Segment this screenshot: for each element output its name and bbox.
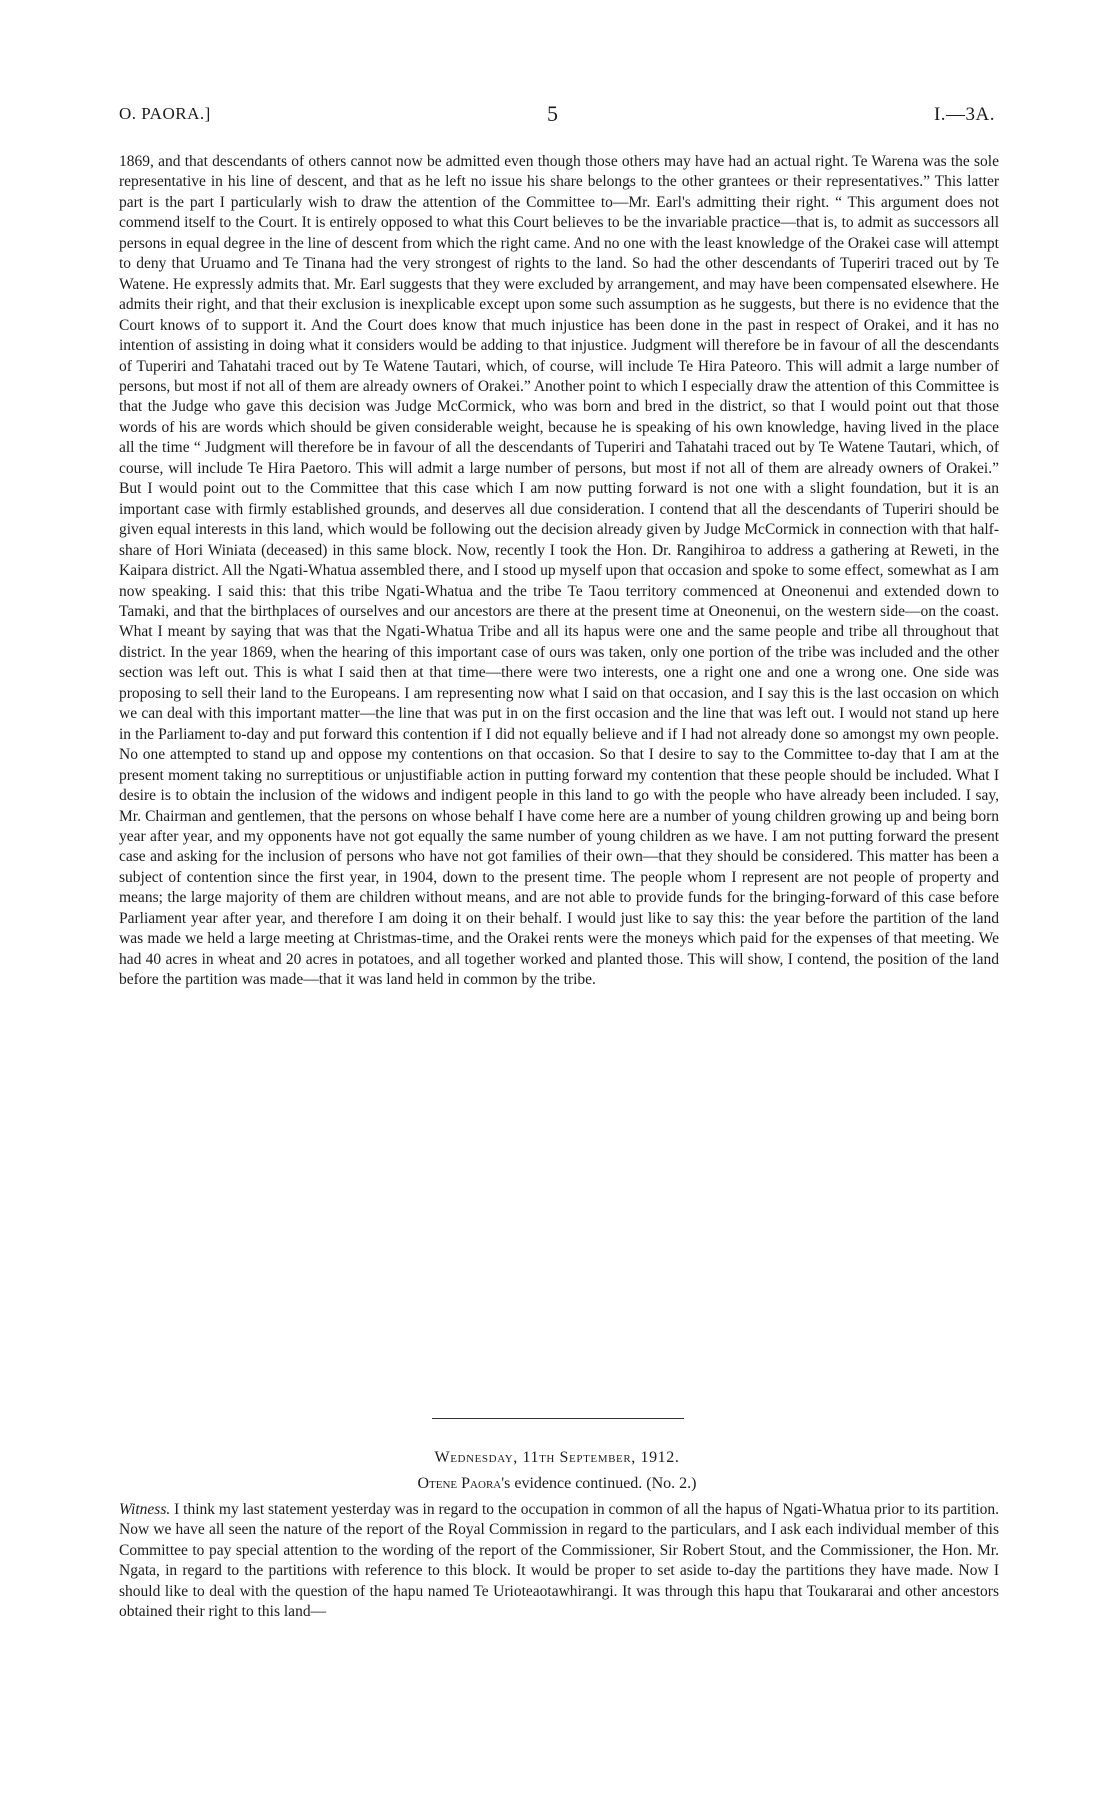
section-divider	[432, 1418, 684, 1419]
running-head-left: O. PAORA.]	[119, 104, 211, 123]
page-number: 5	[547, 101, 559, 126]
subheading-text: 's evidence continued. (No. 2.)	[501, 1475, 697, 1492]
witness-name: Otene Paora	[417, 1475, 502, 1492]
witness-label: Witness.	[119, 1501, 171, 1518]
evidence-subheading	[0, 1475, 1114, 1493]
witness-statement: I think my last statement yesterday was in regard to the occupation in common of all the hapus of Ngati-Whatua prior to its partition. Now we have all seen the nature of the report of the Royal Commission in regard to the particulars, and I ask each individual member of this Committee to pay special attention to the wording of the report of the Commissioner, Sir Robert Stout, and the Commissioner, the Hon. Mr. Ngata, in regard to the partitions with reference to this block. It would be proper to set aside to-day the partitions they have made. Now I should like to deal with the question of the hapu named Te Urioteaotawhirangi. It was through this hapu that Toukararai and other ancestors obtained their right to this land—	[119, 1501, 999, 1621]
body-paragraph-1: 1869, and that descendants of others cannot now be admitted even though those others may have had an actual right. Te Warena was the sole representative in his line of descent, and that as he left no issue his share belongs to the other grantees or their representatives.” This latter part is the part I particularly wish to draw the attention of the Committee to—Mr. Earl's admitting their right. “ This argument does not commend itself to the Court. It is entirely opposed to what this Court believes to be the invariable practice—that is, to admit as successors all persons in equal degree in the line of descent from which the right came. And no one with the least knowledge of the Orakei case will attempt to deny that Uruamo and Te Tinana had the very strongest of rights to the land. So had the other descendants of Tuperiri traced out by Te Watene. He expressly admits that. Mr. Earl suggests that they were excluded by arrangement, and may have been compensated elsewhere. He admits their right, and that their exclusion is inexplicable except upon some such assumption as he suggests, but there is no evidence that the Court knows of to support it. And the Court does know that much injustice has been done in the past in respect of Orakei, and it has no intention of assisting in doing what it considers would be adding to that injustice. Judgment will therefore be in favour of all the descendants of Tuperiri and Tahatahi traced out by Te Watene Tautari, which, of course, will include Te Hira Pateoro. This will admit a large number of persons, but most if not all of them are already owners of Orakei.” Another point to which I especially draw the attention of this Committee is that the Judge who gave this decision was Judge McCormick, who was born and bred in the district, so that I would point out that those words of his are words which should be given considerable weight, because he is speaking of his own knowledge, having lived in the place all the time “ Judgment will therefore be in favour of all the descendants of Tuperiri and Tahatahi traced out by Te Watene Tautari, which, of course, will include Te Hira Paetoro. This will admit a large number of persons, but most if not all of them are already owners of Orakei.” But I would point out to the Committee that this case which I am now putting forward is not one with a slight foundation, but it is an important case with firmly established grounds, and deserves all due consideration. I contend that all the descendants of Tuperiri should be given equal interests in this land, which would be following out the decision already given by Judge McCormick in connection with that half-share of Hori Winiata (deceased) in this same block. Now, recently I took the Hon. Dr. Rangihiroa to address a gathering at Reweti, in the Kaipara district. All the Ngati-Whatua assembled there, and I stood up myself upon that occasion and spoke to some effect, somewhat as I am now speaking. I said this: that this tribe Ngati-Whatua and the tribe Te Taou territory commenced at Oneonenui and extended down to Tamaki, and that the birthplaces of ourselves and our ancestors are there at the present time at Oneonenui, on the western side—on the coast. What I meant by saying that was that the Ngati-Whatua Tribe and all its hapus were one and the same people and tribe all throughout that district. In the year 1869, when the hearing of this important case of ours was taken, only one portion of the tribe was included and the other section was left out. This is what I said then at that time—there were two interests, one a right one and one a wrong one. One side was proposing to sell their land to the Europeans. I am representing now what I said on that occasion, and I say this is the last occasion on which we can deal with this important matter—the line that was put in on the first occasion and the line that was left out. I would not stand up here in the Parliament to-day and put forward this contention if I did not equally believe and if I had not already done so amongst my own people. No one attempted to stand up and oppose my contentions on that occasion. So that I desire to say to the Committee to-day that I am at the present moment taking no surreptitious or unjustifiable action in putting forward my contention that these people should be included. What I desire is to obtain the inclusion of the widows and indigent people in this land to go with the people who have already been included. I say, Mr. Chairman and gentlemen, that the persons on whose behalf I have come here are a number of young children growing up and being born year after year, and my opponents have not got equally the same number of young children as we have. I am not putting forward the present case and asking for the inclusion of persons who have not got families of their own—that they should be considered. This matter has been a subject of contention since the first year, in 1904, down to the present time. The people whom I represent are not people of property and means; the large majority of them are children without means, and are not able to provide funds for the bringing-forward of this case before Parliament year after year, and therefore I am doing it on their behalf. I would just like to say this: the year before the partition of the land was made we held a large meeting at Christmas-time, and the Orakei rents were the moneys which paid for the expenses of that meeting. We had 40 acres in wheat and 20 acres in potatoes, and all together worked and planted those. This will show, I contend, the position of the land before the partition was made—that it was land held in common by the tribe.	[119, 153, 999, 989]
date-heading: Wednesday, 11th September, 1912.	[434, 1449, 680, 1466]
body-paragraph-2	[119, 1500, 999, 1623]
running-head-right: I.—3A.	[933, 104, 995, 125]
